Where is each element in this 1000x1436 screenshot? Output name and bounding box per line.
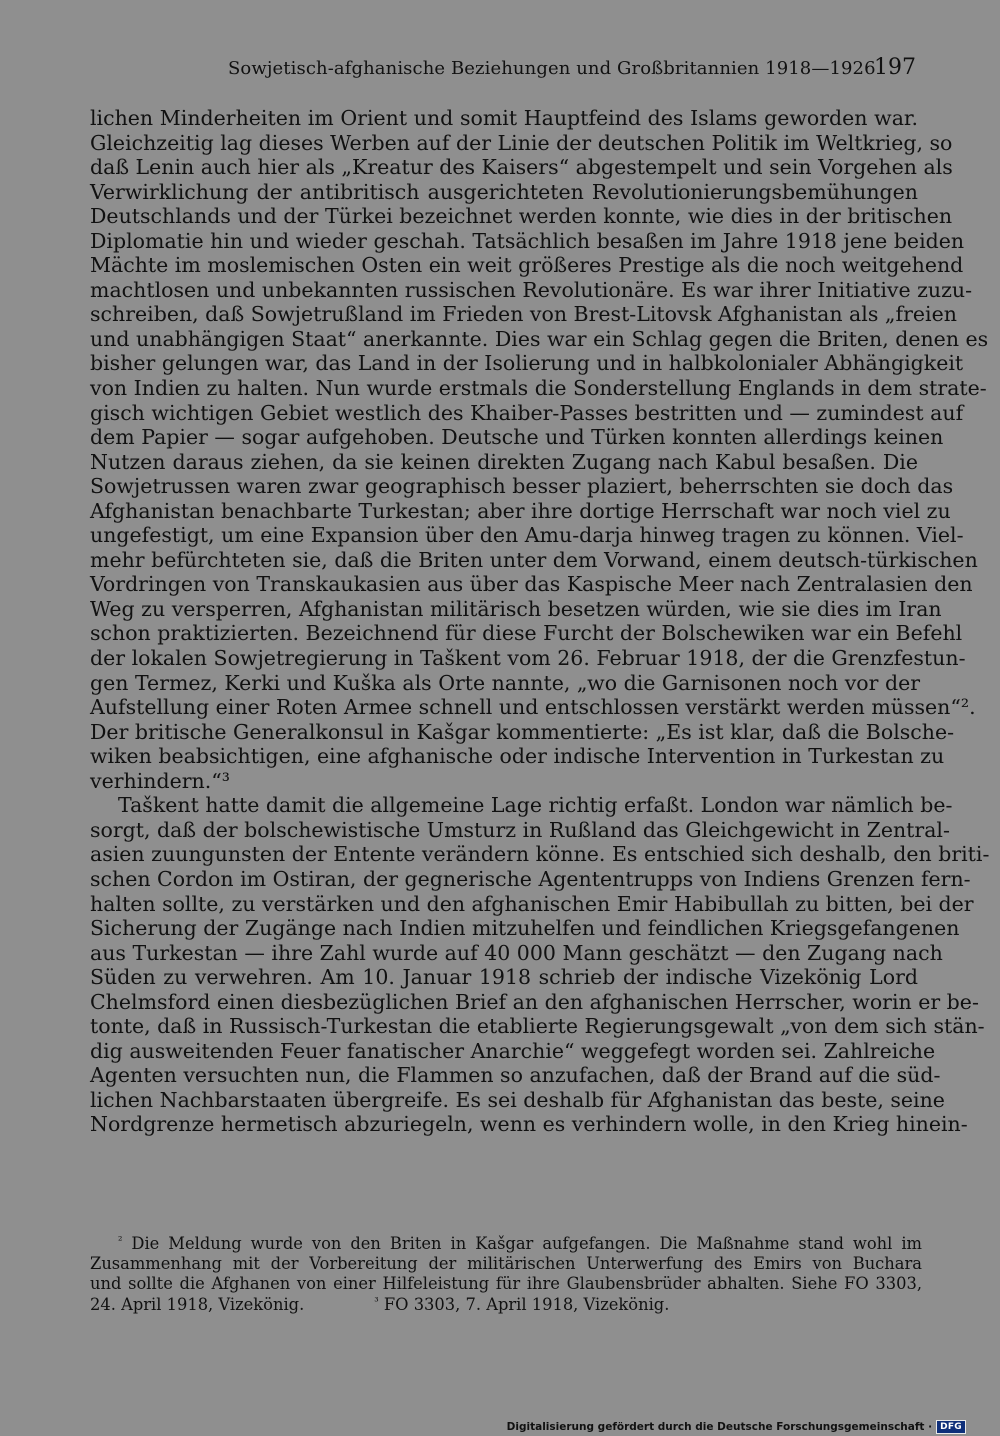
text-line: Nutzen daraus ziehen, da sie keinen direkten Zugang nach Kabul besaßen. Die <box>90 449 918 474</box>
text-line: mehr befürchteten sie, daß die Briten unter dem Vorwand, einem deutsch-türkischen <box>90 547 978 572</box>
text-line: daß Lenin auch hier als „Kreatur des Kaisers“ abgestempelt und sein Vorgehen als <box>90 155 953 180</box>
text-line: Sowjetrussen waren zwar geographisch besser plaziert, beherrschten sie doch das <box>90 474 954 499</box>
text-line: Chelmsford einen diesbezüglichen Brief an den afghanischen Herrscher, worin er be- <box>90 989 979 1014</box>
dfg-logo[interactable]: DFG <box>936 1420 966 1434</box>
text-line: Deutschlands und der Türkei bezeichnet werden konnte, wie dies in der britischen <box>90 204 953 229</box>
text-line: Gleichzeitig lag dieses Werben auf der Linie der deutschen Politik im Weltkrieg, so <box>90 130 953 155</box>
text-line: dig ausweitenden Feuer fanatischer Anarchie“ weggefegt worden sei. Zahlreiche <box>90 1038 936 1063</box>
page-number: 197 <box>874 55 916 80</box>
text-line: Süden zu verwehren. Am 10. Januar 1918 schrieb der indische Vizekönig Lord <box>90 965 918 990</box>
body-text <box>90 106 990 1137</box>
text-line: Verwirklichung der antibritisch ausgerichteten Revolutionierungsbemühungen <box>90 179 918 204</box>
text-line: Der britische Generalkonsul in Kašgar kommentierte: „Es ist klar, daß die Bolsche- <box>90 719 955 744</box>
text-line: schen Cordon im Ostiran, der gegnerische Agententrupps von Indiens Grenzen fern- <box>90 866 971 891</box>
running-title: Sowjetisch-afghanische Beziehungen und Großbritannien 1918—1926 <box>228 58 876 79</box>
text-line: Mächte im moslemischen Osten ein weit größeres Prestige als die noch weitgehend <box>90 253 964 278</box>
footnotes <box>90 1234 922 1315</box>
footnote-line <box>90 1295 922 1315</box>
text-line: Sicherung der Zugänge nach Indien mitzuhelfen und feindlichen Kriegsgefangenen <box>90 916 960 941</box>
footnote-marker: ² <box>118 1234 123 1247</box>
text-line: wiken beabsichtigen, eine afghanische oder indische Intervention in Turkestan zu <box>90 744 945 769</box>
text-line: dem Papier — sogar aufgehoben. Deutsche und Türken konnten allerdings keinen <box>90 425 944 450</box>
text-line: lichen Nachbarstaaten übergreife. Es sei deshalb für Afghanistan das beste, seine <box>90 1087 945 1112</box>
text-line: schon praktizierten. Bezeichnend für diese Furcht der Bolschewiken war ein Befehl <box>90 621 963 646</box>
text-line: verhindern.“³ <box>90 768 230 793</box>
text-line: ungefestigt, um eine Expansion über den Amu-darja hinweg tragen zu können. Viel- <box>90 523 964 548</box>
text-line: machtlosen und unbekannten russischen Revolutionäre. Es war ihrer Initiative zuzu- <box>90 277 973 302</box>
text-line: Taškent hatte damit die allgemeine Lage richtig erfaßt. London war nämlich be- <box>118 793 953 818</box>
text-line: Afghanistan benachbarte Turkestan; aber ihre dortige Herrschaft war noch viel zu <box>90 498 951 523</box>
text-line: Nordgrenze hermetisch abzuriegeln, wenn es verhindern wolle, in den Krieg hinein- <box>90 1112 968 1137</box>
text-line: gen Termez, Kerki und Kuška als Orte nannte, „wo die Garnisonen noch vor der <box>90 670 921 695</box>
text-line: aus Turkestan — ihre Zahl wurde auf 40 000 Mann geschätzt — den Zugang nach <box>90 940 943 965</box>
running-head <box>0 55 1000 86</box>
credit-text: Digitalisierung gefördert durch die Deutsche Forschungsgemeinschaft · <box>506 1421 933 1433</box>
text-line: Diplomatie hin und wieder geschah. Tatsächlich besaßen im Jahre 1918 jene beiden <box>90 228 965 253</box>
text-line: bisher gelungen war, das Land in der Isolierung und in halbkolonialer Abhängigkeit <box>90 351 964 376</box>
text-line: schreiben, daß Sowjetrußland im Frieden von Brest-Litovsk Afghanistan als „freien <box>90 302 957 327</box>
footnote-3: FO 3303, 7. April 1918, Vizekönig. <box>383 1294 670 1314</box>
footnote-line: Zusammenhang mit der Vorbereitung der militärischen Unterwerfung des Emirs von Buchara <box>90 1254 922 1274</box>
footnote-2 <box>90 1234 922 1254</box>
footnote-text: Die Meldung wurde von den Briten in Kašgar aufgefangen. Die Maßnahme stand wohl im <box>131 1234 922 1253</box>
digitization-credit <box>507 1420 966 1434</box>
footnote-line: und sollte die Afghanen von einer Hilfeleistung für ihre Glaubensbrüder abhalten. Siehe FO 3303, <box>90 1274 922 1294</box>
text-line: der lokalen Sowjetregierung in Taškent vom 26. Februar 1918, der die Grenzfestun- <box>90 646 966 671</box>
text-line: lichen Minderheiten im Orient und somit Hauptfeind des Islams geworden war. <box>90 106 918 130</box>
text-line: Weg zu versperren, Afghanistan militärisch besetzen würden, wie sie dies im Iran <box>90 596 942 621</box>
text-line: asien zuungunsten der Entente verändern könne. Es entschied sich deshalb, den briti- <box>90 842 990 867</box>
footnote-text: 24. April 1918, Vizekönig. <box>90 1294 305 1314</box>
text-line: sorgt, daß der bolschewistische Umsturz in Rußland das Gleichgewicht in Zentral- <box>90 817 950 842</box>
text-line: Aufstellung einer Roten Armee schnell und entschlossen verstärkt werden müssen“². <box>90 695 976 720</box>
footnote-marker: ³ <box>374 1294 379 1308</box>
text-line: Vordringen von Transkaukasien aus über das Kaspische Meer nach Zentralasien den <box>90 572 973 597</box>
text-line: von Indien zu halten. Nun wurde erstmals die Sonderstellung Englands in dem strate- <box>90 376 987 401</box>
text-line: Agenten versuchten nun, die Flammen so anzufachen, daß der Brand auf die süd- <box>90 1063 941 1088</box>
text-line: und unabhängigen Staat“ anerkannte. Dies war ein Schlag gegen die Briten, denen es <box>90 326 989 351</box>
text-line: gisch wichtigen Gebiet westlich des Khaiber-Passes bestritten und — zumindest auf <box>90 400 964 425</box>
text-line: tonte, daß in Russisch-Turkestan die etablierte Regierungsgewalt „von dem sich stän- <box>90 1014 985 1039</box>
text-line: halten sollte, zu verstärken und den afghanischen Emir Habibullah zu bitten, bei der <box>90 891 974 916</box>
